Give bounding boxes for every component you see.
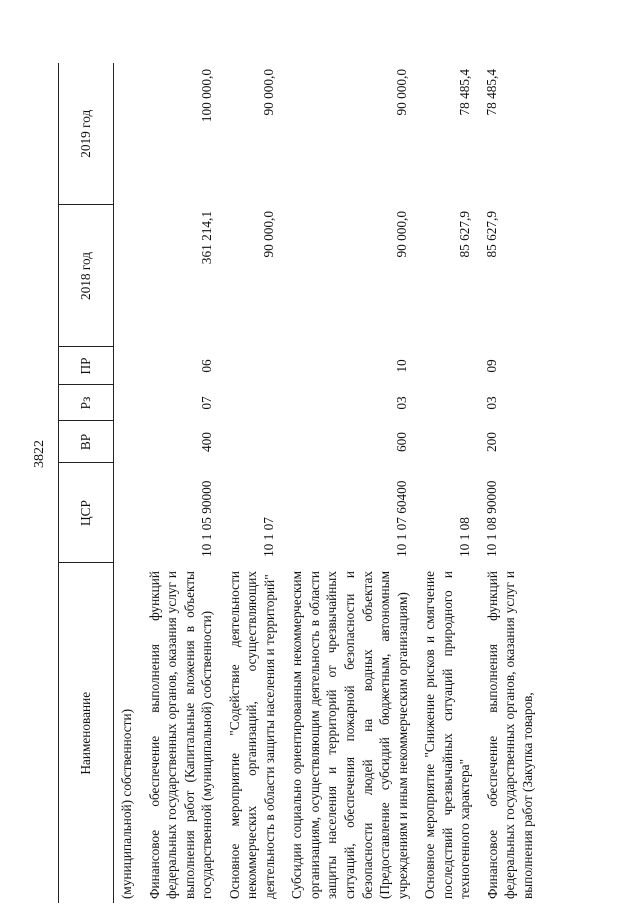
page-number: 3822	[32, 440, 47, 468]
row-rz: 03	[394, 396, 410, 410]
table-header-row	[59, 63, 114, 903]
row-2018: 90 000,0	[261, 211, 277, 258]
row-pr: 09	[483, 359, 499, 373]
row-pr	[114, 347, 138, 385]
row-2018: 361 214,1	[198, 211, 214, 265]
rotated-page-content	[58, 63, 594, 903]
row-csr: 10 1 07 60400	[394, 480, 410, 557]
row-vr	[218, 421, 281, 463]
row-pr	[218, 347, 281, 385]
table-row	[476, 63, 539, 903]
row-2018	[114, 205, 138, 347]
row-pr: 10	[394, 359, 410, 373]
row-2018: 90 000,0	[394, 211, 410, 258]
row-vr	[413, 421, 476, 463]
header-vr: ВР	[59, 421, 114, 463]
header-name: Наименование	[78, 691, 93, 775]
header-rz: Рз	[59, 385, 114, 421]
header-2018: 2018 год	[59, 205, 114, 347]
row-pr: 06	[198, 359, 214, 373]
row-vr: 600	[394, 432, 410, 452]
row-csr: 10 1 05 90000	[198, 480, 214, 557]
table-row	[280, 63, 413, 903]
row-2019: 78 485,4	[483, 69, 499, 116]
row-csr: 10 1 07	[261, 517, 277, 557]
row-name: Финансовое обеспечение выполнения функций федеральных государственных органов, оказания услуг и выполнения работ (Закупка товаров,	[484, 571, 535, 899]
header-pr: ПР	[59, 347, 114, 385]
row-rz: 07	[198, 396, 214, 410]
row-2019: 100 000,0	[198, 69, 214, 123]
table-row	[218, 63, 281, 903]
row-2018: 85 627,9	[456, 211, 472, 258]
table-row	[138, 63, 218, 903]
table-row	[114, 63, 138, 903]
row-2019: 78 485,4	[456, 69, 472, 116]
row-2018: 85 627,9	[483, 211, 499, 258]
row-2019	[114, 63, 138, 205]
row-vr: 400	[198, 432, 214, 452]
row-rz	[413, 385, 476, 421]
row-csr	[114, 463, 138, 563]
budget-table	[58, 63, 538, 903]
header-2019: 2019 год	[59, 63, 114, 205]
header-csr: ЦСР	[59, 463, 114, 563]
row-name: Основное мероприятие "Снижение рисков и смягчение последствий чрезвычайных ситуаций природного и техногенного характера"	[422, 571, 473, 899]
row-rz: 03	[483, 396, 499, 410]
row-name: Финансовое обеспечение выполнения функций федеральных государственных органов, оказания услуг и выполнения работ (Капитальные вложения в объекты государственной (муниципальной) собственности)	[146, 571, 215, 899]
table-row	[413, 63, 476, 903]
row-name: (муниципальной) собственности)	[119, 708, 134, 899]
row-vr	[114, 421, 138, 463]
row-rz	[218, 385, 281, 421]
row-csr: 10 1 08	[456, 517, 472, 557]
row-csr: 10 1 08 90000	[483, 480, 499, 557]
row-pr	[413, 347, 476, 385]
row-name: Основное мероприятие "Содействие деятельности некоммерческих организаций, осуществляющих деятельность в области защиты населения и территорий"	[226, 571, 277, 899]
row-vr: 200	[483, 432, 499, 452]
row-2019: 90 000,0	[261, 69, 277, 116]
row-2019: 90 000,0	[394, 69, 410, 116]
row-rz	[114, 385, 138, 421]
row-name: Субсидии социально ориентированным некоммерческим организациям, осуществляющим деятельность в области защиты населения и территорий от чрезвычайных ситуаций, обеспечения пожарной безопасности и безопасности людей на водных объектах (Предоставление субсидий бюджетным, автономным учреждениям и иным некоммерческим организациям)	[289, 571, 410, 899]
